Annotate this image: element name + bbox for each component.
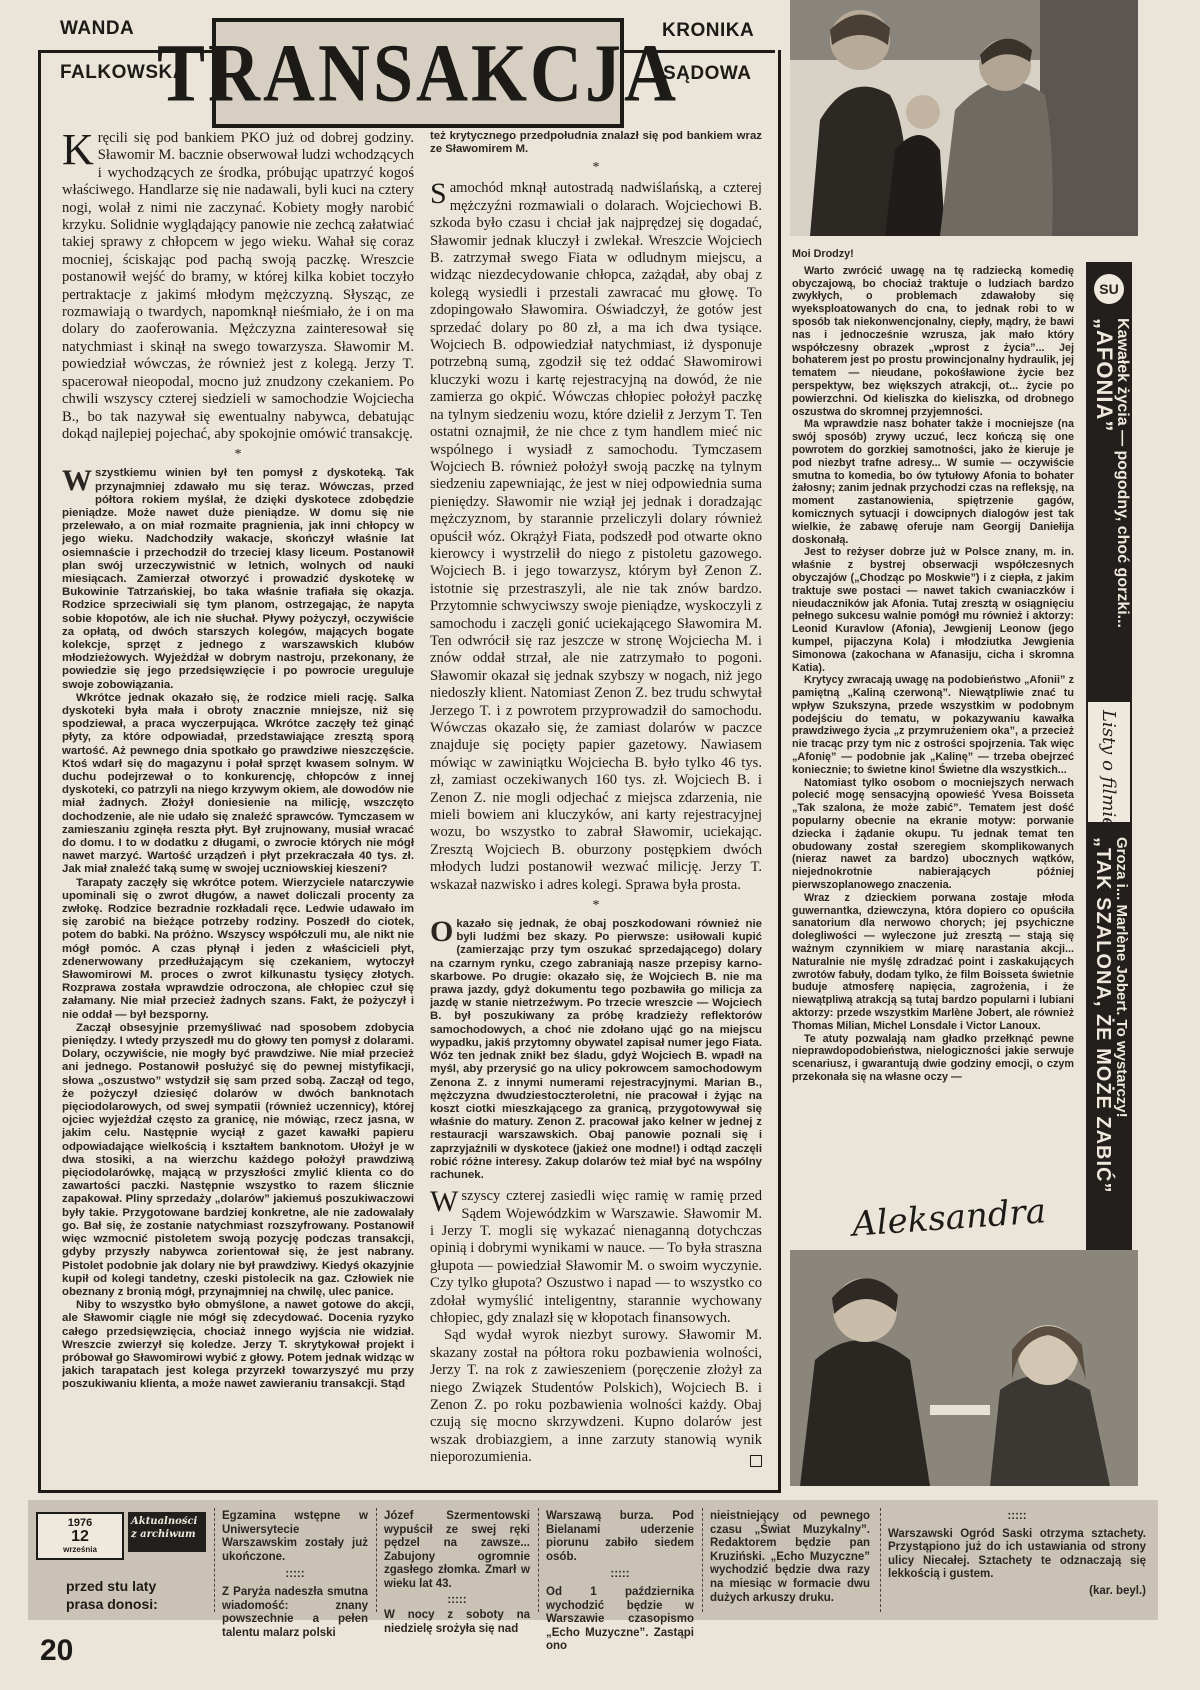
col1-small-4: Zaczął obsesyjnie przemyśliwać nad sposobem zdobycia pieniędzy. I wtedy przyszedł mu do głowy ten pomysł z dolarami. Dolary, oczywiście, nie mogły być prawdziwe. Nie miał przecież ani jednego. Postanowił posłużyć się do pewnej mistyfikacji, słowa „oszustwo” wstydził się sam przed sobą. Zaczął od tego, że pożyczył dziesięć dolarów w dwóch banknotach pięciodolarowych, od swej sympatii (również uczennicy), której ojciec wyjeżdżał często za granicę, nie mówiąc, rzecz jasna, w jakim celu. Następnie wyciął z gazet kawałki papieru odpowiadające wielkością i kształtem banknotom. Ułożył je w dwa stosiki, a na wierzchu każdego położył prawdziwą pięciodolarówkę, mającą w przyszłości zmylić klienta co do zawartości paczki. Następnie wszystko to razem ślicznie zapakował. Pliny sprzedaży „dolarów” jakiemuś poszukiwaczowi były takie. Przygotowane bardziej konkretne, ale nie zadowalały go. Bał się, że zostanie natychmiast rozszyfrowany. Postanowił więc wzmocnić pistoletem swoją pozycję podczas transakcji, gdyby przyszły nabywca zorientował się, że jest nabrany. Pistolet podobnie jak dolary nie był prawdziwy. Kiedyś okazyjnie kupił od kolegi tandetny, czeski pistolecik na gaz. Człowiek nie obeznany z bronią mógł, przynajmniej na chwilę, ulec panice. [62, 1021, 414, 1298]
divider [538, 1508, 539, 1612]
author-last-name: FALKOWSKA [60, 62, 187, 83]
film-sidebar [1086, 262, 1132, 1412]
sidebar-title-1: „AFONIA” [1092, 318, 1117, 433]
history-item-5: Warszawą burza. Pod Bielanami uderzenie piorunu zabiło siedem osób. [546, 1510, 694, 1563]
drop-cap-s: S [430, 177, 447, 211]
sidebar-title-2: „TAK SZALONA, ŻE MOŻE ZABIĆ” [1092, 837, 1114, 1194]
history-item-7: nieistniejący od pewnego czasu „Świat Muzykalny”. Redaktorem będzie pan Kruziński. „Echo Muzyczne” wychodzić będzie dwa razy na miesiąc w formacie dwu dużych arkuszy druku. [710, 1510, 870, 1604]
col1-small-2: Wkrótce jednak okazało się, że rodzice mieli rację. Salka dyskoteki była mała i obroty znacznie mniejsze, niż się spodziewał, a praca wyczerpująca. Wkrótce zaczęły też ginąć płyty, za które odpowiadał, przedstawiające zresztą sporą wartość. Aż pewnego dnia spotkało go prawdziwe nieszczęście. Ktoś wdarł się do magazynu i połał sprzęt kwasem solnym. W duchu podejrzewał o to konkurencję, chłopców z innej dyskoteki, co patrzyli na niego krzywym okiem, ale dowodów nie miał żadnych. Złożył doniesienie na milicję, wszczęto dochodzenie, ale nie udało się znaleźć sprawców. Tymczasem w zamieszaniu zginęła reszta płyt. Był zrujnowany, musiał wracać do domu. I to w dodatku z długami, o zwrocie których nie mógł nawet marzyć. Wartość urządzeń i płyt przekraczała 40 tys. zł. Jak miał znaleźć taką sumę w swojej uczniowskiej kieszeni? [62, 691, 414, 876]
history-item-1: Egzamina wstępne w Uniwersytecie Warszawskim zostały już ukończone. [222, 1510, 368, 1563]
film-still-bottom [790, 1250, 1138, 1486]
divider [702, 1508, 703, 1612]
history-column-5 [888, 1510, 1146, 1599]
col2-paragraph-3: Sąd wydał wyrok niezbyt surowy. Sławomir M. skazany został na półtora roku pozbawienia wolności, Jerzy T. na rok z zawieszeniem (poręczenie złożył za niego Związek Studentów Polskich), Wojciech B. i Zenon Z. po roku pozbawienia wolności każdy. Obaj czują się mocno skrzywdzeni. Kupno dolarów jest wszak drobiazgiem, a inne zarzuty stanowią wynik nieporozumienia. [430, 1327, 762, 1466]
col2-paragraph-1: amochód mknął autostradą nadwiślańską, a czterej mężczyźni rozmawiali o dolarach. Wojciechowi B. szkoda było czasu i chciał jak najprędzej się dogadać, Sławomir jednak kluczył i zwlekał. Wreszcie Wojciech B. zatrzymał swego Fiata w odludnym miejscu, a widząc niezdecydowanie chłopca, zażądał, aby obaj z kolegą wysiedli i przestali zawracać mu głowę. To zdopingowało Sławomira. Oświadczył, że gotów jest sprzedać dolary po 80 zł, a ma ich dwa tysiące. Wojciech B. odpowiedział natychmiast, iż dysponuje potrzebną sumą, zgodził się też oddać Sławomirowi kluczyki wozu i kartę rejestracyjną na dowód, że nie zamierza go okpić. Wówczas chłopiec położył paczkę na tylnym siedzeniu wozu, które dzielił z Jerzym T. Ten ostatni oznajmił, że nie chce z tym handlem mieć nic wspólnego i wysiadł z samochodu. Tymczasem Wojciech B. również położył swoją paczkę na tylnym siedzeniu zapewniając, że jest w niej odpowiednia suma pieniędzy. Sławomir nie wziął jej jednak i doradzając mężczyznom, by starannie przeliczyli dolary również opuścił wóz. Okrążył Fiata, podszedł pod otwarte okno kierowcy i wystrzelił do niego z pistoletu gazowego. Wojciech B. i jego towarzysz, którym był Zenon Z. istotnie się przestraszyli, ale nie tak znów bardzo. Przytomnie schwyciwszy swoje pieniądze, wyskoczyli z samochodu i zaczęli gonić uciekającego Sławomira M. Ten odwrócił się raz jeszcze w stronę Wojciecha M. i znów oddał strzał, ale nie zatrzymało to pogoni. Sławomir okazał się jednak szybszy w nogach, niż jego niedoszły klient. Natomiast Zenon Z. bez trudu schwytał Jerzego T. i z powrotem przyprowadził do samochodu. Wówczas okazało się, że zamiast dolarów w paczce znajduje się pocięty papier gazetowy. Nawiasem mówiąc w zawiniątku Wojciecha B. było tylko 46 tys. zł, zamiast oczekiwanych 160 tys. zł. Wojciech B. i Zenon Z. nie mogli odjechać z miejsca zdarzenia, nie mieli bowiem ani kluczyków, ani karty rejestracyjnej wozu, bo wszystko to zabrał Sławomir, uciekając. Zresztą Wojciech B. oburzony postępkiem dwóch młodych ludzi postanowił wezwać milicję. Jerzy T. wskazał nazwisko i adres kolegi. Sprawa była prosta. [430, 180, 762, 893]
history-item-4: W nocy z soboty na niedzielę srożyła się nad [384, 1609, 530, 1635]
history-column-1 [222, 1510, 368, 1640]
page-number: 20 [40, 1634, 74, 1667]
sidebar-label: Listy o filmie [1098, 710, 1119, 828]
column-logo: Aktualności z archiwum [128, 1512, 206, 1552]
section-label-bottom: SĄDOWA [663, 63, 752, 84]
article-title: TRANSAKCJA [156, 26, 680, 119]
divider [376, 1508, 377, 1612]
date-day: 12 [71, 1528, 89, 1545]
sidebar-label-box [1088, 702, 1130, 828]
section-star-3: * [592, 898, 600, 914]
col1-small-1: szystkiemu winien był ten pomysł z dyskoteką. Tak przynajmniej zdawało mu się teraz. Wówczas, przed półtora rokiem myślał, że dzięki dyskotece zdobędzie pieniądze. Może nawet duże pieniądze. W domu się nie przelewało, a on miał rozmaite pragnienia, jak inni chłopcy w jego wieku. Nadchodziły wakacje, skończył właśnie lat osiemnaście i przechodził do trzeciej klasy liceum. Postanowił plan swój urzeczywistnić w letnich, wolnych od nauki miesiącach. Zamierzał otworzyć i prowadzić dyskotekę w Bukowinie Tatrzańskiej, bo taka właśnie trafiała się okazja. Rodzice sprzeciwiali się tym planom, ostrzegając, że napyta sobie kłopotów, ale ich nie słuchał. Pływy pożyczył, oczywiście za opłatą, od dwóch starszych kolegów, mających bogate kolekcje, sprzęt z jednego z warszawskich klubów młodzieżowych. Wyjeżdżał w dobrym nastroju, przekonany, że powiedzie się jego przedsięwzięcie i po powrocie ureguluje swoje zobowiązania. [62, 467, 414, 691]
divider [214, 1508, 215, 1612]
letter-paragraph-1: Warto zwrócić uwagę na tę radziecką komedię obyczajową, bo chociaż traktuje o ludziach bardzo zwykłych, o problemach zdawałoby się wyeksploatowanych do cna, to jednak robi to w sposób tak niekonwencjonalny, ciepły, mądry, że bawi nas i jednocześnie wzrusza, jak mało który współczesny obrazek „wprost z życia”... Jej bohaterem jest po prostu prowincjonalny hydraulik, jej tematem — nieudane, pokośławione życie bez perspektyw, bez większych atrakcji, ot... życie po powierzchni. Od kieliszka do kieliszka, od drobnego oszustwa do skromnej przyjemności. [792, 264, 1074, 418]
badge-su-icon: SU [1094, 274, 1124, 304]
letter-greeting: Moi Drodzy! [792, 248, 854, 260]
drop-cap-o: O [430, 915, 454, 949]
history-item-2: Z Paryża nadeszła smutna wiadomość: znany powszechnie a pełen talentu malarz polski [222, 1585, 368, 1639]
history-column-3 [546, 1510, 694, 1654]
sidebar-subtitle-1: Kawałek życia — pogodny, choć gorzki... [1114, 318, 1131, 628]
date-month: września [63, 1545, 97, 1554]
col1-paragraph-1: ręcili się pod bankiem PKO już od dobrej godziny. Sławomir M. bacznie obserwował ludzi wchodzących i wychodzących ze środka, próbując upatrzyć kogoś właściwego. Handlarze się nie nadawali, byli kuci na cztery nogi, wolał z nimi nie zaczynać. Kobiety mogły narobić krzyku. Solidnie wyglądający panowie nie zechcą załatwiać takiej sprawy z chłopcem w jego wieku. Wahał się coraz mocniej, ściskając pod pachą swoją paczkę. Wreszcie postanowił wejść do bramy, w której kilka kobiet toczyło pertraktacje z jakimś młodym mężczyzną. Słysząc, ze rozmawiają o twardych, napomknął nieśmiało, że i on ma dolary do zaoferowania. Mężczyzna zainteresował się natychmiast i skinął na swego towarzysza. Sławomir M. powiedział wówczas, że również jest z kolegą. Jerzy T. spacerował nieopodal, mocno już znudzony czekaniem. Po chwili wszyscy czterej siedzieli w samochodzie Wojciecha B., bo tak nazywał się ewentualny nabywca, debatując dokąd najlepiej pojechać, aby spokojnie omówić transakcję. [62, 130, 414, 442]
section-star: * [234, 447, 242, 463]
drop-cap-k: K [62, 130, 94, 174]
history-item-6: Od 1 października wychodzić będzie w Warszawie czasopismo „Echo Muzyczne”. Zastąpi ono [546, 1585, 694, 1653]
col2-paragraph-2: szyscy czterej zasiedli więc ramię w ramię przed Sądem Wojewódzkim w Warszawie. Sławomir M. i Jerzy T. mogli się wykazać nienaganną dotychczas opinią i dobrymi wynikami w nauce. — To była straszna głupota — powiedział Sławomir M. o swoim wyczynie. Czy tylko głupota? Oszustwo i napad — to wszystko co zdołał wymyślić inteligentny, starannie wychowany chłopiec, gdy znalazł się w kłopotach finansowych. [430, 1188, 762, 1326]
history-signature: (kar. beyl.) [1089, 1584, 1146, 1597]
history-column-2 [384, 1510, 530, 1636]
section-star-2: * [592, 160, 600, 176]
date-calendar [36, 1512, 124, 1560]
film-still-top [790, 0, 1138, 236]
letter-paragraph-3: Jest to reżyser dobrze już w Polsce znany, m. in. właśnie z bystrej obserwacji współczesnych obyczajów („Chodząc po Moskwie”) i z ciepła, z jakim traktuje swe postaci — nawet takich cwaniaczków i nieudaczników jak Afonia. Tutaj zresztą w osiągnięciu pełnego sukcesu walnie pomógł mu również i aktorzy: Leonid Kuravlow (Afonia), Jewgienij Leonow (jego kumpel, pijaczyna Kola) i młodziutka Jewgienia Simonowa (zakochana w Afanasiju, cicha i skromna Katia). [792, 546, 1074, 674]
letter-paragraph-5: Natomiast tylko osobom o mocniejszych nerwach polecić mogę sensacyjną opowieść Yvesa Boisseta „Tak szalona, że może zabić”. Tematem jest dość popularny obecnie na ekranie motyw: porwanie dziecka i żądanie okupu. Tu jednak temat ten obudowany został szeregiem skomplikowanych (nieraz nawet za bardzo) ubocznych wątków, niejednokrotnie nabierających później pierwszoplanowego znaczenia. [792, 776, 1074, 892]
label-prasa-donosi: prasa donosi: [66, 1596, 158, 1612]
history-column-4 [710, 1510, 870, 1605]
article-column-2 [430, 130, 762, 1480]
separator: ::::: [285, 1568, 305, 1581]
col2-small-top: też krytycznego przedpołudnia znalazł się pod bankiem wraz ze Sławomirem M. [430, 130, 762, 156]
section-label-top: KRONIKA [662, 20, 755, 41]
film-letter [792, 248, 1074, 1188]
letter-paragraph-4: Krytycy zwracają uwagę na podobieństwo „Afonii” z pamiętną „Kaliną czerwoną”. Niewątpliwie znać tu wpływ Szukszyna, przede wszystkim w podobnym podejściu do tematu, w pokazywaniu kawałka prawdziwego życia „z przymrużeniem oka”, a przecież nie tracąc przy tym nic z ostrości spojrzenia. Tak więc „Afonię” — podobnie jak „Kalinę” — trzeba obejrzeć koniecznie; to świetne kino! Świetne dla wszystkich... [792, 674, 1074, 776]
drop-cap-w2: W [430, 1185, 459, 1219]
label-stu-lat: przed stu laty [66, 1578, 157, 1594]
history-item-8: Warszawski Ogród Saski otrzyma sztachety. Przystąpiono już do ich ustawiania od strony ulicy Niecałej. Sztachety te odznaczają się lekkością i gustem. [888, 1527, 1146, 1581]
author-first-name: WANDA [60, 18, 135, 39]
col2-small-1: kazało się jednak, że obaj poszkodowani również nie byli ludźmi bez skazy. Po pierwsze: usiłowali kupić (zamierzając przy tym oszukać sprzedającego) dolary na czarnym rynku, czego zabraniają naszе przepisy karno-skarbowe. Po drugie: okazało się, że Wojciech B. nie ma prawa jazdy, gdyż dokumentu tego pozbawiła go milicja za jazdę w stanie nietrzeźwym. Po trzecie wreszcie — Wojciech B. był poszukiwany za próbę kradzieży reflektorów samochodowych, a choć nie zdołano ująć go na miejscu wypadku, jakiś przytomny obywatel zapisał numer jego Fiata. Wóz ten jednak znikł bez śladu, gdyż Wojciech B. wpadł na myśl, aby przerysić go na ulicy pokrowcem samochodowym Zenona Z. z innymi numerami rejestracyjnymi. Marian B., mężczyzna dwudziestoczteroletni, nie pracował i żyjąc na koszt ciotki mieszkającego za granicą, przygotowywał się właśnie do matury. Zenon Z. pracował jako kelner w jednej z restauracji warszawskich. Obaj panowie poznali się i zaprzyjaźnili w dyskotece (jakież one modne!) i odtąd zaczęli robić różne interesy. Zakup dolarów też miał być na wspólny rachunek. [430, 918, 762, 1181]
sidebar-subtitle-2: Groza i... Marlène Jobert. To wystarczy! [1113, 837, 1130, 1118]
letter-paragraph-2: Ma wprawdzie nasz bohater także i mocniejsze (na swój sposób) zrywy uczuć, lecz kończą się one powrotem do gorzkiej samotności, jako że kieruje je pod niezbyt trafne adresy... W sumie — oczywiście smutna to komedia, bo ów tytułowy Afonia to bohater żałosny; zanim jednak przychodzi czas na refleksję, na moment zastanowienia, spiętrzenie gagów, komicznych sytuacji i dowcipnych dialogów jest tak wielkie, że zabawę oferuje nam Georgij Daniełija doskonałą. [792, 418, 1074, 546]
end-mark-icon [750, 1455, 762, 1467]
col1-small-3: Tarapaty zaczęły się wkrótce potem. Wierzyciele natarczywie upominali się o zwrot długów, a nawet doliczali procenty za zwłokę. Rodzice bezradnie rozkładali ręce. Ledwie udawało im się zarobić na bieżące potrzeby rodziny. Poszedł do ciotek, potem do babki. Na próżno. Wszyscy współczuli mu, ale nikt nie mógł pomóc. A czas płynął i jeden z właścicieli płyt, zdenerwowany przedłużającym się czekaniem, wytoczył Sławomirowi M. proces o zwrot kilkunastu tysięcy złotych. Rozprawa została wprawdzie odroczona, ale chłopiec czuł się załamany. Nie miał przecież żadnych szans. Fakt, że pożyczył i nie oddał — był bezsporny. [62, 876, 414, 1021]
divider [880, 1508, 881, 1612]
separator: ::::: [447, 1593, 467, 1606]
separator: ::::: [1007, 1510, 1027, 1522]
letter-paragraph-7: Te atuty pozwalają nam gładko przełknąć pewne nieprawdopodobieństwa, nielogiczności jakie serwuje scenariusz, i gwarantują dwie godziny emocji, o czym przekonała się na własne oczy — [792, 1032, 1074, 1083]
drop-cap-w: W [62, 464, 92, 498]
date-year: 1976 [67, 1517, 93, 1529]
col1-small-5: Niby to wszystko było obmyślone, a nawet gotowe do akcji, ale Sławomir ciągle nie mógł się zdecydować. Docenia ryzyko całego przedsięwzięcia, chociaż innego wyjścia nie widział. Wreszcie zwierzył się koledze. Jerzy T. skrytykował projekt i próbował go Sławomirowi wybić z głowy. Potem jednak widząc w jakich tarapatach jest kolega przyrzekł towarzyszyć mu przy poszukiwaniu klienta, a może nawet zawieraniu transakcji. Stąd [62, 1299, 414, 1391]
signature: Aleksandra [850, 1191, 1048, 1245]
article-title-box [156, 18, 680, 128]
history-item-3: Józef Szermentowski wypuścił ze swej ręki pędzel na zawsze... Zabujony ogromnie zgasłego złomka. Zmarł w wieku lat 43. [384, 1510, 530, 1590]
separator: ::::: [610, 1568, 630, 1581]
letter-paragraph-6: Wraz z dzieckiem porwana zostaje młoda guwernantka, dziewczyna, która dopiero co opuściła sanatorium dla nerwowo chorych; jej psychiczne dolegliwości — wyleczone już zresztą — stają się ważnym czynnikiem w miarę narastania akcji... Naturalnie nie myślę zdradzać point i zaskakujących zwrotów fabuły, dodam tylko, że film Boisseta świetnie buduje atmosferę napięcia, zagrożenia, i że niewątpliwą atrakcją są tutaj bardzo popularni i lubiani aktorzy: przede wszystkim Marlène Jobert, ale również Thomas Milian, Michel Lonsdale i Victor Lanoux. [792, 891, 1074, 1032]
article-column-1 [62, 130, 414, 1480]
